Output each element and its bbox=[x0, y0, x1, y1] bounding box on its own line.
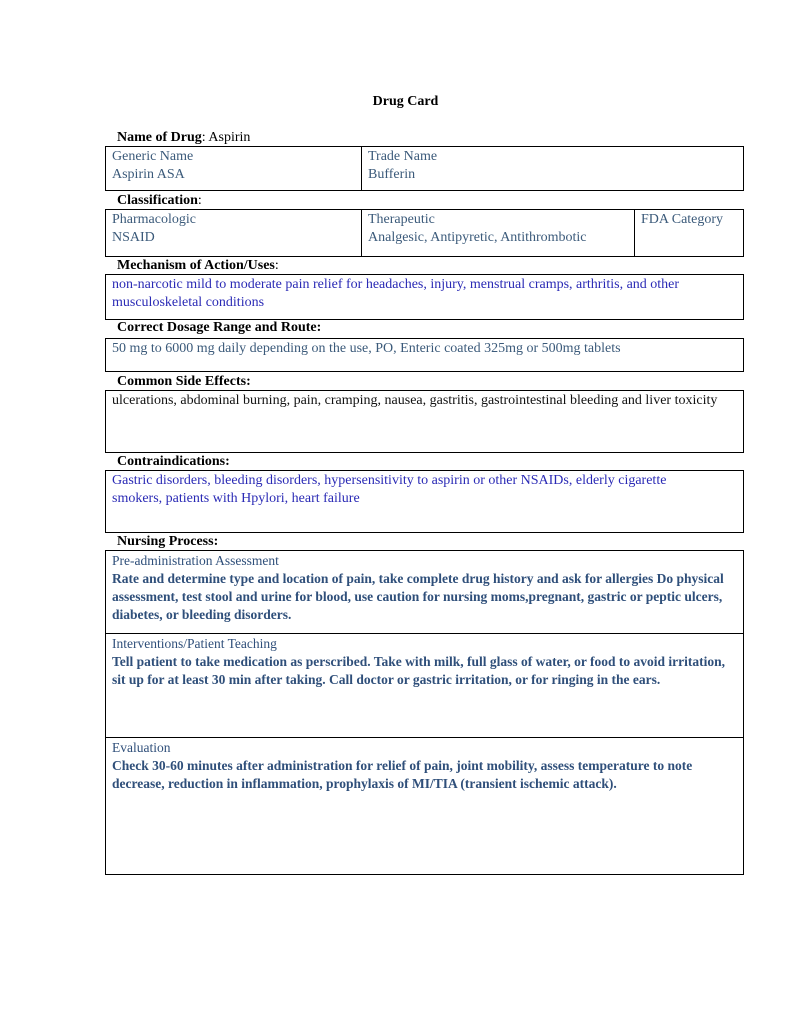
dosage-text: 50 mg to 6000 mg daily depending on the use, PO, Enteric coated 325mg or 500mg tablets bbox=[112, 341, 621, 356]
trade-name-value: Bufferin bbox=[368, 167, 416, 182]
name-of-drug-label bbox=[117, 130, 250, 146]
page-title: Drug Card bbox=[372, 94, 439, 109]
classification-box bbox=[105, 209, 744, 257]
mechanism-label bbox=[117, 258, 279, 274]
nursing-process-label bbox=[117, 534, 218, 550]
evaluation-heading: Evaluation bbox=[112, 740, 171, 755]
dosage-label bbox=[117, 320, 321, 336]
dosage-box bbox=[105, 338, 744, 372]
generic-name-value: Aspirin ASA bbox=[112, 167, 185, 182]
pre-administration-heading: Pre-administration Assessment bbox=[112, 553, 279, 568]
mechanism-suffix: : bbox=[274, 258, 279, 273]
classification-heading: Classification bbox=[117, 193, 198, 208]
mechanism-heading: Mechanism of Action/Uses bbox=[117, 258, 275, 273]
mechanism-text: non-narcotic mild to moderate pain relief for headaches, injury, menstrual cramps, arthritis, and other musculoskeletal conditions bbox=[112, 277, 680, 310]
side-effects-text: ulcerations, abdominal burning, pain, cramping, nausea, gastritis, gastrointestinal bleeding and liver toxicity bbox=[112, 393, 718, 408]
contraindications-box bbox=[105, 470, 744, 533]
pre-administration-text: Rate and determine type and location of pain, take complete drug history and ask for allergies Do physical assessment, test stool and urine for blood, use caution for nursing moms,pregnant, gastric or peptic ulcers, diabetes, or bleeding disorders. bbox=[112, 571, 724, 622]
classification-suffix: : bbox=[197, 193, 202, 208]
generic-name-label: Generic Name bbox=[112, 149, 194, 164]
mechanism-box bbox=[105, 274, 744, 320]
pharmacologic-value: NSAID bbox=[112, 230, 155, 245]
side-effects-heading: Common Side Effects: bbox=[117, 374, 251, 389]
contraindications-label bbox=[117, 454, 230, 470]
fda-category-cell bbox=[634, 210, 743, 256]
dosage-heading: Correct Dosage Range and Route: bbox=[117, 320, 322, 335]
contraindications-heading: Contraindications: bbox=[117, 454, 230, 469]
evaluation-text: Check 30-60 minutes after administration for relief of pain, joint mobility, assess temperature to note decrease, reduction in inflammation, prophylaxis of MI/TIA (transient ischemic attack). bbox=[112, 758, 693, 791]
pharmacologic-cell bbox=[106, 210, 361, 256]
contraindications-text: Gastric disorders, bleeding disorders, hypersensitivity to aspirin or other NSAIDs, elderly cigarette smokers, patients with Hpylori, heart failure bbox=[112, 473, 667, 506]
evaluation-section bbox=[106, 737, 743, 873]
therapeutic-label: Therapeutic bbox=[368, 212, 435, 227]
name-of-drug-heading: Name of Drug bbox=[117, 130, 202, 145]
trade-name-cell bbox=[361, 147, 743, 190]
nursing-process-heading: Nursing Process: bbox=[117, 534, 219, 549]
side-effects-box bbox=[105, 390, 744, 453]
generic-name-cell bbox=[106, 147, 361, 190]
interventions-text: Tell patient to take medication as perscribed. Take with milk, full glass of water, or food to avoid irritation, sit up for at least 30 min after taking. Call doctor or gastric irritation, or for ringing in the ears. bbox=[112, 654, 726, 687]
interventions-heading: Interventions/Patient Teaching bbox=[112, 636, 277, 651]
trade-name-label: Trade Name bbox=[368, 149, 438, 164]
side-effects-label bbox=[117, 374, 251, 390]
classification-label bbox=[117, 193, 202, 209]
pre-administration-section bbox=[106, 551, 743, 633]
names-box bbox=[105, 146, 744, 191]
therapeutic-value: Analgesic, Antipyretic, Antithrombotic bbox=[368, 230, 587, 245]
therapeutic-cell bbox=[361, 210, 634, 256]
pharmacologic-label: Pharmacologic bbox=[112, 212, 196, 227]
nursing-process-box bbox=[105, 550, 744, 875]
fda-category-label: FDA Category bbox=[641, 212, 724, 227]
interventions-section bbox=[106, 633, 743, 737]
drug-name-value: : Aspirin bbox=[201, 130, 251, 145]
